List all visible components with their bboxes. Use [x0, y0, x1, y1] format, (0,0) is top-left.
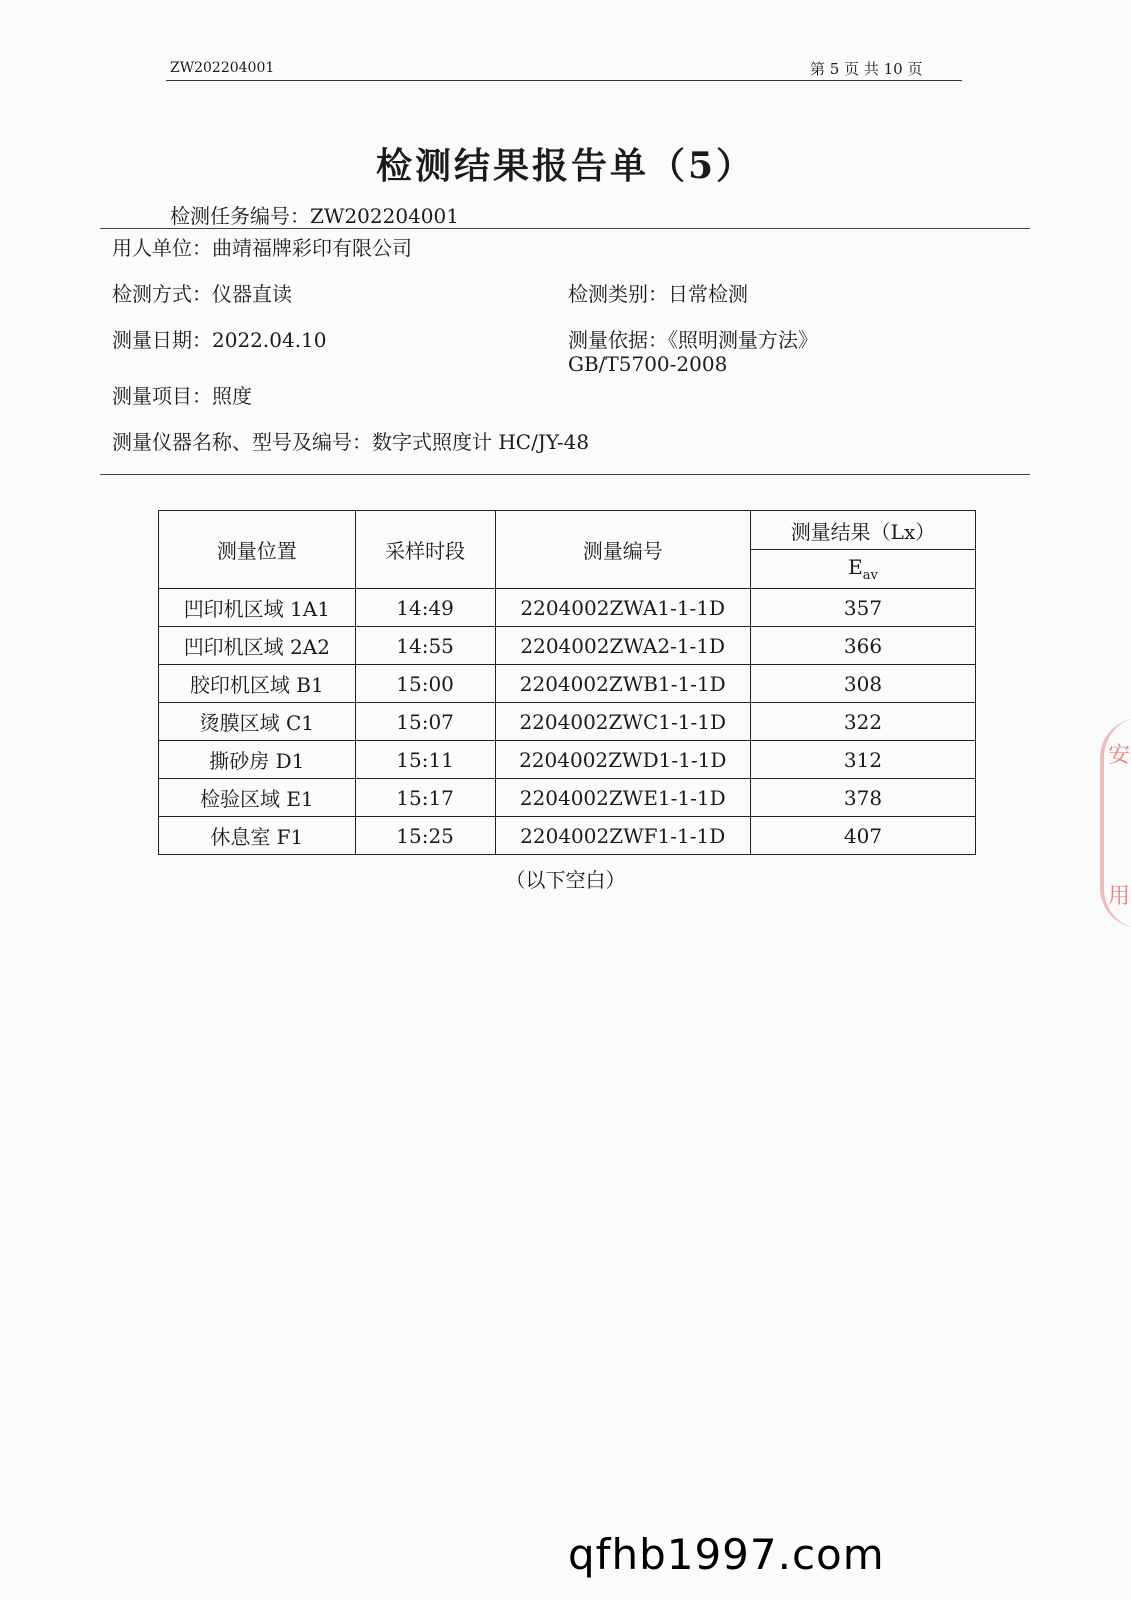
- measurement-basis-standard: GB/T5700-2008: [568, 352, 728, 376]
- measurement-basis: 测量依据：《照明测量方法》: [568, 328, 818, 352]
- cell-position: 撕砂房 D1: [159, 741, 356, 779]
- table-row: [159, 741, 976, 779]
- cell-time: 15:00: [355, 665, 495, 703]
- cell-value: 322: [750, 703, 975, 741]
- cell-position: 检验区域 E1: [159, 779, 356, 817]
- info-bottom-divider: [100, 474, 1030, 475]
- cell-position: 烫膜区域 C1: [159, 703, 356, 741]
- header-code: 测量编号: [495, 511, 750, 589]
- eav-sub: av: [862, 568, 878, 583]
- cell-code: 2204002ZWE1-1-1D: [495, 779, 750, 817]
- site-watermark: qfhb1997.com: [568, 1530, 885, 1579]
- measurement-item: 测量项目：照度: [112, 384, 252, 408]
- measurement-date: 测量日期：2022.04.10: [112, 328, 327, 352]
- info-top-divider: [100, 228, 1030, 229]
- stamp-char: 用: [1108, 884, 1131, 909]
- cell-position: 胶印机区域 B1: [159, 665, 356, 703]
- table-row: [159, 665, 976, 703]
- cell-code: 2204002ZWF1-1-1D: [495, 817, 750, 855]
- cell-code: 2204002ZWD1-1-1D: [495, 741, 750, 779]
- blank-below-note: （以下空白）: [505, 868, 626, 892]
- table-row: [159, 627, 976, 665]
- report-title: 检测结果报告单（5）: [375, 145, 756, 187]
- cell-time: 15:11: [355, 741, 495, 779]
- cell-value: 407: [750, 817, 975, 855]
- stamp-char: 安: [1108, 743, 1131, 768]
- cell-value: 357: [750, 589, 975, 627]
- cell-time: 14:49: [355, 589, 495, 627]
- header-page-info: 第 5 页 共 10 页: [810, 60, 923, 78]
- cell-time: 15:07: [355, 703, 495, 741]
- cell-time: 15:25: [355, 817, 495, 855]
- cell-code: 2204002ZWC1-1-1D: [495, 703, 750, 741]
- detection-category: 检测类别：日常检测: [568, 282, 748, 306]
- header-divider: [166, 80, 962, 81]
- cell-code: 2204002ZWB1-1-1D: [495, 665, 750, 703]
- cell-code: 2204002ZWA1-1-1D: [495, 589, 750, 627]
- table-row: [159, 779, 976, 817]
- table-row: [159, 703, 976, 741]
- header-position: 测量位置: [159, 511, 356, 589]
- instrument-info: 测量仪器名称、型号及编号：数字式照度计 HC/JY-48: [112, 430, 590, 454]
- table-row: [159, 817, 976, 855]
- header-doc-number: ZW202204001: [170, 60, 275, 76]
- eav-main: E: [848, 555, 863, 579]
- detection-method: 检测方式：仪器直读: [112, 282, 292, 306]
- cell-time: 15:17: [355, 779, 495, 817]
- header-eav: [750, 550, 975, 589]
- cell-code: 2204002ZWA2-1-1D: [495, 627, 750, 665]
- header-result: 测量结果（Lx）: [750, 511, 975, 550]
- results-table: [158, 510, 976, 855]
- header-time: 采样时段: [355, 511, 495, 589]
- cell-value: 378: [750, 779, 975, 817]
- cell-position: 休息室 F1: [159, 817, 356, 855]
- table-row: [159, 589, 976, 627]
- cell-value: 308: [750, 665, 975, 703]
- employer-unit: 用人单位：曲靖福牌彩印有限公司: [112, 236, 412, 260]
- cell-value: 366: [750, 627, 975, 665]
- cell-value: 312: [750, 741, 975, 779]
- red-seal-stamp: [1100, 718, 1131, 928]
- cell-time: 14:55: [355, 627, 495, 665]
- cell-position: 凹印机区域 1A1: [159, 589, 356, 627]
- task-number: 检测任务编号：ZW202204001: [170, 204, 459, 228]
- cell-position: 凹印机区域 2A2: [159, 627, 356, 665]
